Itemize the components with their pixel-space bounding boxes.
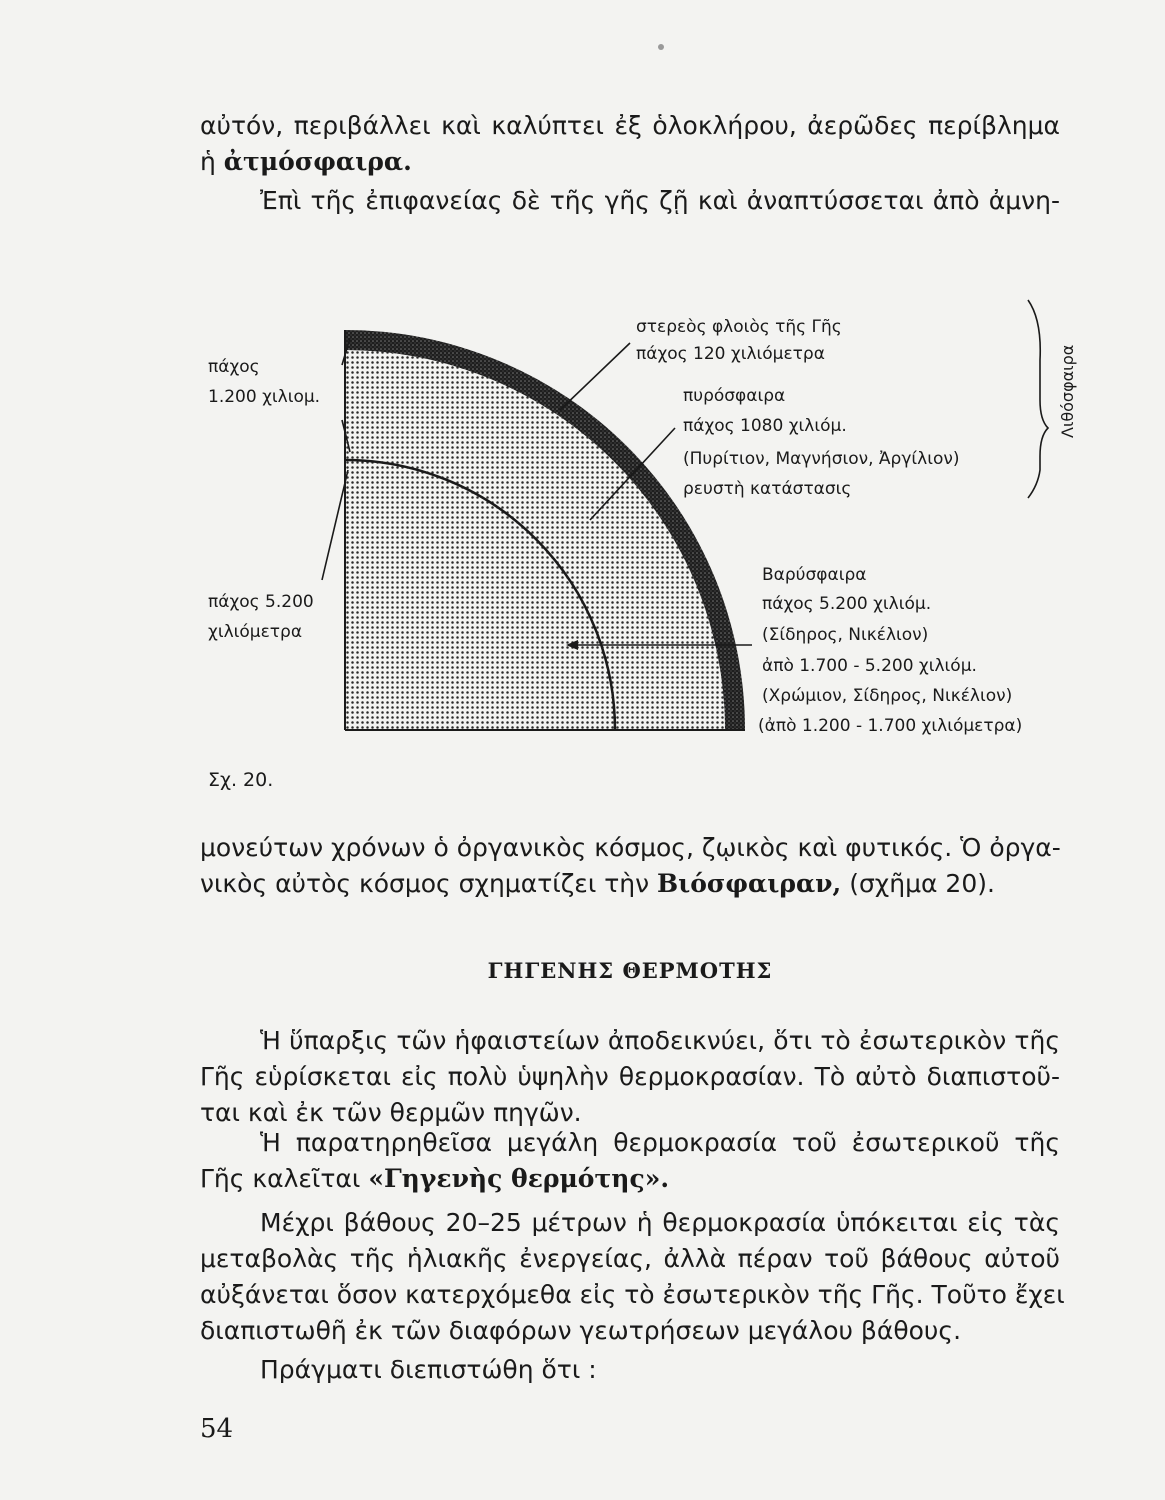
- label-barysphere-range-2: (ἀπὸ 1.200 - 1.700 χιλιόμετρα): [758, 716, 1023, 736]
- lithosphere-brace: [1028, 300, 1048, 498]
- label-barysphere: Βαρύσφαιρα: [762, 565, 867, 585]
- text-line: Πράγματι διεπιστώθη ὅτι :: [260, 1355, 597, 1384]
- label-crust-thickness-value: 1.200 χιλιομ.: [208, 387, 321, 407]
- text-fragment: Γῆς καλεῖται: [200, 1164, 369, 1193]
- bold-term: Βιόσφαιραν,: [657, 869, 842, 898]
- label-barysphere-range: ἀπὸ 1.700 - 5.200 χιλιόμ.: [762, 656, 977, 676]
- text-line: Ἡ ὕπαρξις τῶν ἡφαιστείων ἀποδεικνύει, ὅτι τὸ ἐσωτερικὸν τῆς: [260, 1026, 1060, 1055]
- bold-term: ἀτμόσφαιρα.: [223, 147, 412, 176]
- text-fragment: ἡ: [200, 147, 224, 176]
- paragraph-biosphere: [200, 830, 1060, 902]
- bold-term: «Γηγενὴς θερμότης».: [368, 1164, 670, 1193]
- text-line: διαπιστωθῆ ἐκ τῶν διαφόρων γεωτρήσεων μεγάλου βάθους.: [200, 1316, 962, 1345]
- label-core-thickness: πάχος 5.200: [208, 592, 314, 612]
- text-fragment: (σχῆμα 20).: [841, 869, 995, 898]
- label-solid-crust: στερεὸς φλοιὸς τῆς Γῆς: [636, 317, 842, 337]
- paragraph-depth-temperature: [200, 1205, 1065, 1349]
- text-line: [200, 1161, 1060, 1197]
- label-barysphere-thickness: πάχος 5.200 χιλιόμ.: [762, 594, 932, 614]
- text-line: [200, 866, 1060, 902]
- label-lithosphere: Λιθόσφαιρα: [1058, 344, 1077, 438]
- leader-solid-crust: [560, 343, 630, 410]
- paragraph-findings: [200, 1352, 1060, 1388]
- label-crust-thickness: πάχος: [208, 357, 260, 377]
- text-line: Ἐπὶ τῆς ἐπιφανείας δὲ τῆς γῆς ζῇ καὶ ἀναπτύσσεται ἀπὸ ἀμνη-: [260, 186, 1060, 215]
- text-line: ται καὶ ἐκ τῶν θερμῶν πηγῶν.: [200, 1098, 582, 1127]
- label-pyrosphere-state: ρευστὴ κατάστασις: [683, 479, 852, 499]
- text-fragment: νικὸς αὐτὸς κόσμος σχηματίζει τὴν: [200, 869, 658, 898]
- label-barysphere-elements: (Σίδηρος, Νικέλιον): [762, 625, 929, 645]
- text-line: Μέχρι βάθους 20–25 μέτρων ἡ θερμοκρασία ὑπόκειται εἰς τὰς: [260, 1208, 1060, 1237]
- page-number: 54: [200, 1414, 234, 1444]
- label-pyrosphere: πυρόσφαιρα: [683, 386, 786, 406]
- label-pyrosphere-elements: (Πυρίτιον, Μαγνήσιον, Ἀργίλιον): [683, 449, 960, 469]
- text-line: αὐξάνεται ὅσον κατερχόμεθα εἰς τὸ ἐσωτερικὸν τῆς Γῆς. Τοῦτο ἔχει: [200, 1280, 1065, 1309]
- text-line: αὐτόν, περιβάλλει καὶ καλύπτει ἐξ ὁλοκλήρου, ἀερῶδες περίβλημα: [200, 111, 1060, 140]
- text-line: Ἡ παρατηρηθεῖσα μεγάλη θερμοκρασία τοῦ ἐσωτερικοῦ τῆς: [260, 1128, 1060, 1157]
- paragraph-geothermal: [200, 1125, 1060, 1197]
- label-pyrosphere-thickness: πάχος 1080 χιλιόμ.: [683, 416, 847, 436]
- text-line: Γῆς εὑρίσκεται εἰς πολὺ ὑψηλὴν θερμοκρασίαν. Τὸ αὐτὸ διαπιστοῦ-: [200, 1062, 1060, 1091]
- label-barysphere-elements-2: (Χρώμιον, Σίδηρος, Νικέλιον): [762, 686, 1013, 706]
- section-heading: ΓΗΓΕΝΗΣ ΘΕΡΜΟΤΗΣ: [487, 958, 773, 983]
- paragraph-volcanoes: [200, 1023, 1060, 1131]
- text-line: μονεύτων χρόνων ὁ ὀργανικὸς κόσμος, ζῳικὸς καὶ φυτικός. Ὁ ὀργα-: [200, 833, 1061, 862]
- figure-caption: Σχ. 20.: [208, 769, 274, 791]
- label-core-thickness-unit: χιλιόμετρα: [208, 622, 303, 642]
- label-solid-crust-thickness: πάχος 120 χιλιόμετρα: [636, 344, 825, 364]
- text-line: μεταβολὰς τῆς ἡλιακῆς ἐνεργείας, ἀλλὰ πέραν τοῦ βάθους αὐτοῦ: [200, 1244, 1060, 1273]
